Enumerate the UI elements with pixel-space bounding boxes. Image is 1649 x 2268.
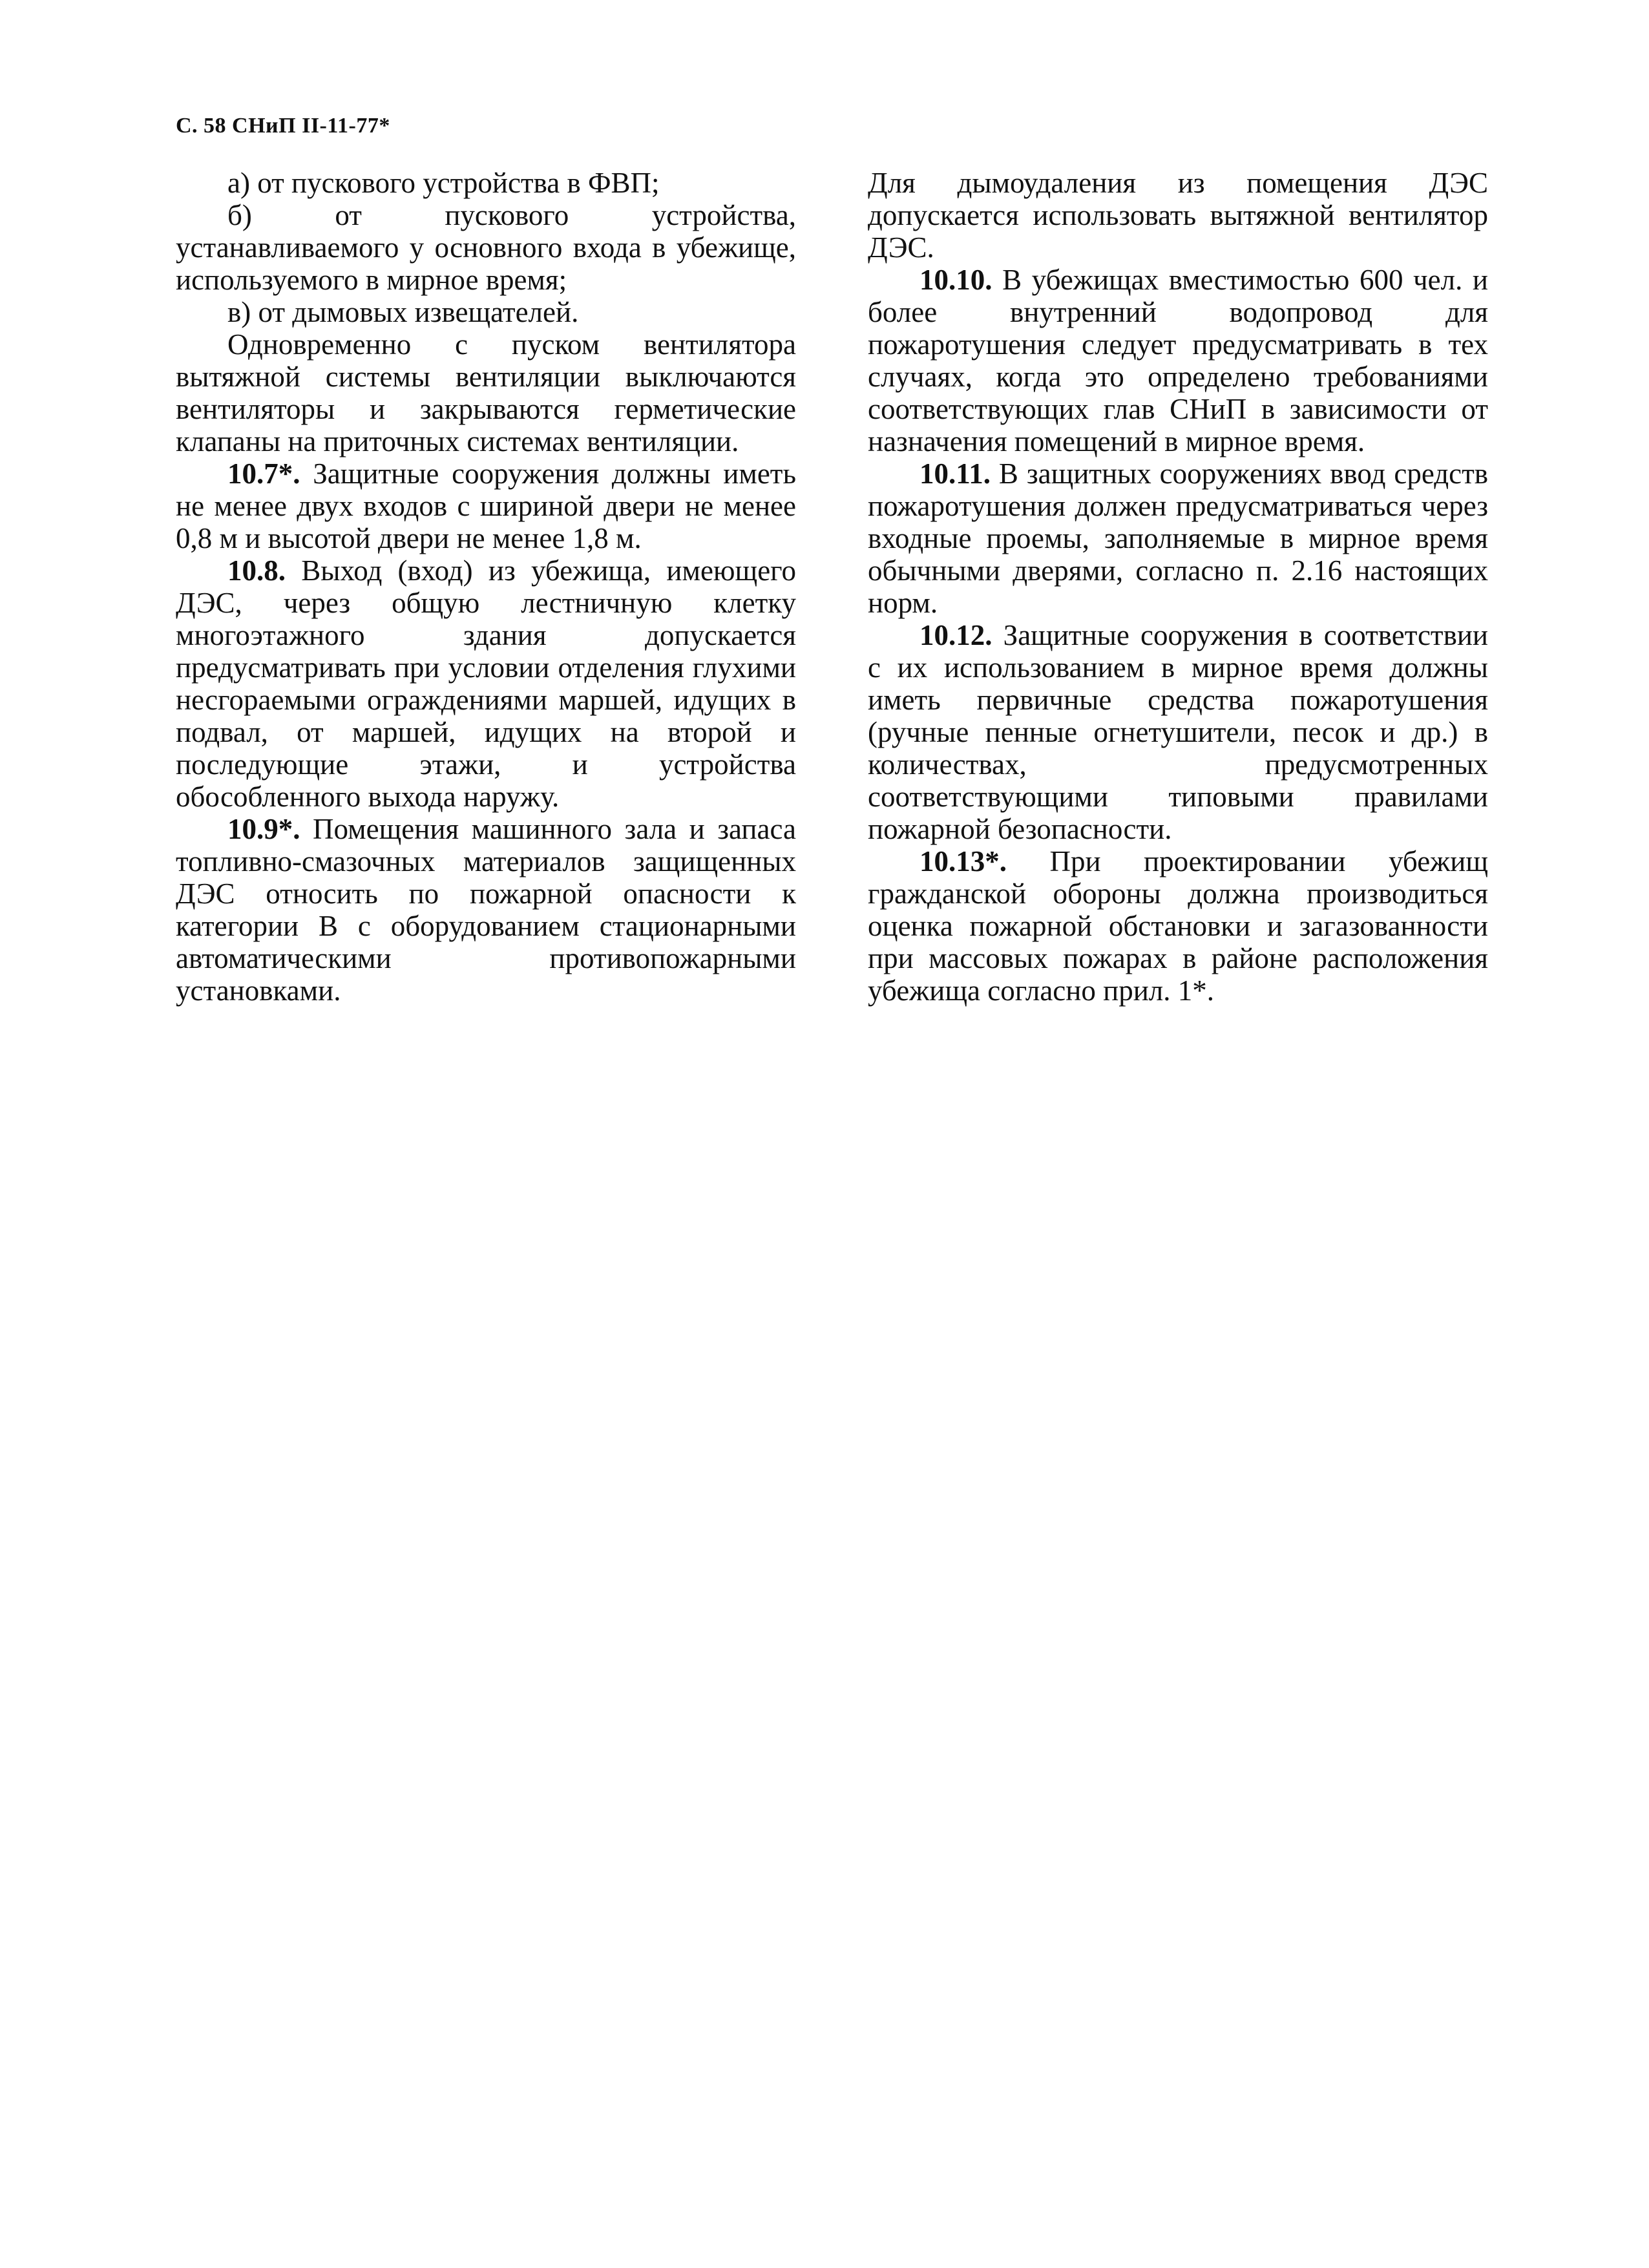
clause-text: Одновременно с пуском вентилятора вытяжной системы вентиляции выключаются вентиляторы и закрываются герметические клапаны на приточных системах вентиляции. — [176, 328, 796, 457]
clause-10-9 — [176, 813, 796, 1007]
paragraph-item-a — [176, 167, 796, 199]
clause-text: а) от пускового устройства в ФВП; — [227, 167, 660, 199]
clause-number: 10.10. — [919, 264, 993, 296]
paragraph-item-b — [176, 199, 796, 296]
clause-text: Выход (вход) из убежища, имеющего ДЭС, через общую лестничную клетку многоэтажного здания допускается предусматривать при условии отделения глухими несгораемыми ограждениями маршей, идущих в подвал, от маршей, идущих на второй и последующие этажи, и устройства обособленного выхода наружу. — [176, 554, 796, 813]
paragraph-smoke-removal — [868, 167, 1488, 264]
clause-text: Помещения машинного зала и запаса топливно-смазочных материалов защищенных ДЭС относить по пожарной опасности к категории В с оборудованием стационарными автоматическими противопожарными установками. — [176, 813, 796, 1007]
clause-10-8 — [176, 554, 796, 813]
clause-number: 10.7*. — [227, 457, 300, 490]
clause-number: 10.13*. — [919, 845, 1007, 877]
clause-10-7 — [176, 457, 796, 554]
clause-text: В убежищах вместимостью 600 чел. и более внутренний водопровод для пожаротушения следует предусматривать в тех случаях, когда это определено требованиями соответствующих глав СНиП в зависимости от назначения помещений в мирное время. — [868, 264, 1488, 457]
clause-text: в) от дымовых извещателей. — [227, 296, 579, 328]
paragraph-item-c — [176, 296, 796, 328]
clause-10-11 — [868, 457, 1488, 619]
clause-10-13 — [868, 845, 1488, 1007]
clause-number: 10.8. — [227, 554, 286, 587]
right-column — [868, 167, 1488, 1007]
page-header: С. 58 СНиП II-11-77* — [176, 114, 390, 138]
clause-text: б) от пускового устройства, устанавливаемого у основного входа в убежище, используемого в мирное время; — [176, 199, 796, 296]
left-column — [176, 167, 796, 1007]
clause-text: Защитные сооружения должны иметь не менее двух входов с шириной двери не менее 0,8 м и высотой двери не менее 1,8 м. — [176, 457, 796, 554]
clause-text: Для дымоудаления из помещения ДЭС допускается использовать вытяжной вентилятор ДЭС. — [868, 167, 1488, 264]
clause-text: В защитных сооружениях ввод средств пожаротушения должен предусматриваться через входные проемы, заполняемые в мирное время обычными дверями, согласно п. 2.16 настоящих норм. — [868, 457, 1488, 619]
clause-10-10 — [868, 264, 1488, 457]
clause-number: 10.9*. — [227, 813, 300, 845]
clause-number: 10.12. — [919, 619, 993, 651]
clause-text: Защитные сооружения в соответствии с их использованием в мирное время должны иметь первичные средства пожаротушения (ручные пенные огнетушители, песок и др.) в количествах, предусмотренных соответствующими типовыми правилами пожарной безопасности. — [868, 619, 1488, 845]
paragraph-ventilation — [176, 328, 796, 457]
clause-number: 10.11. — [919, 457, 991, 490]
clause-10-12 — [868, 619, 1488, 845]
clause-text: При проектировании убежищ гражданской обороны должна производиться оценка пожарной обстановки и загазованности при массовых пожарах в районе расположения убежища согласно прил. 1*. — [868, 845, 1488, 1007]
